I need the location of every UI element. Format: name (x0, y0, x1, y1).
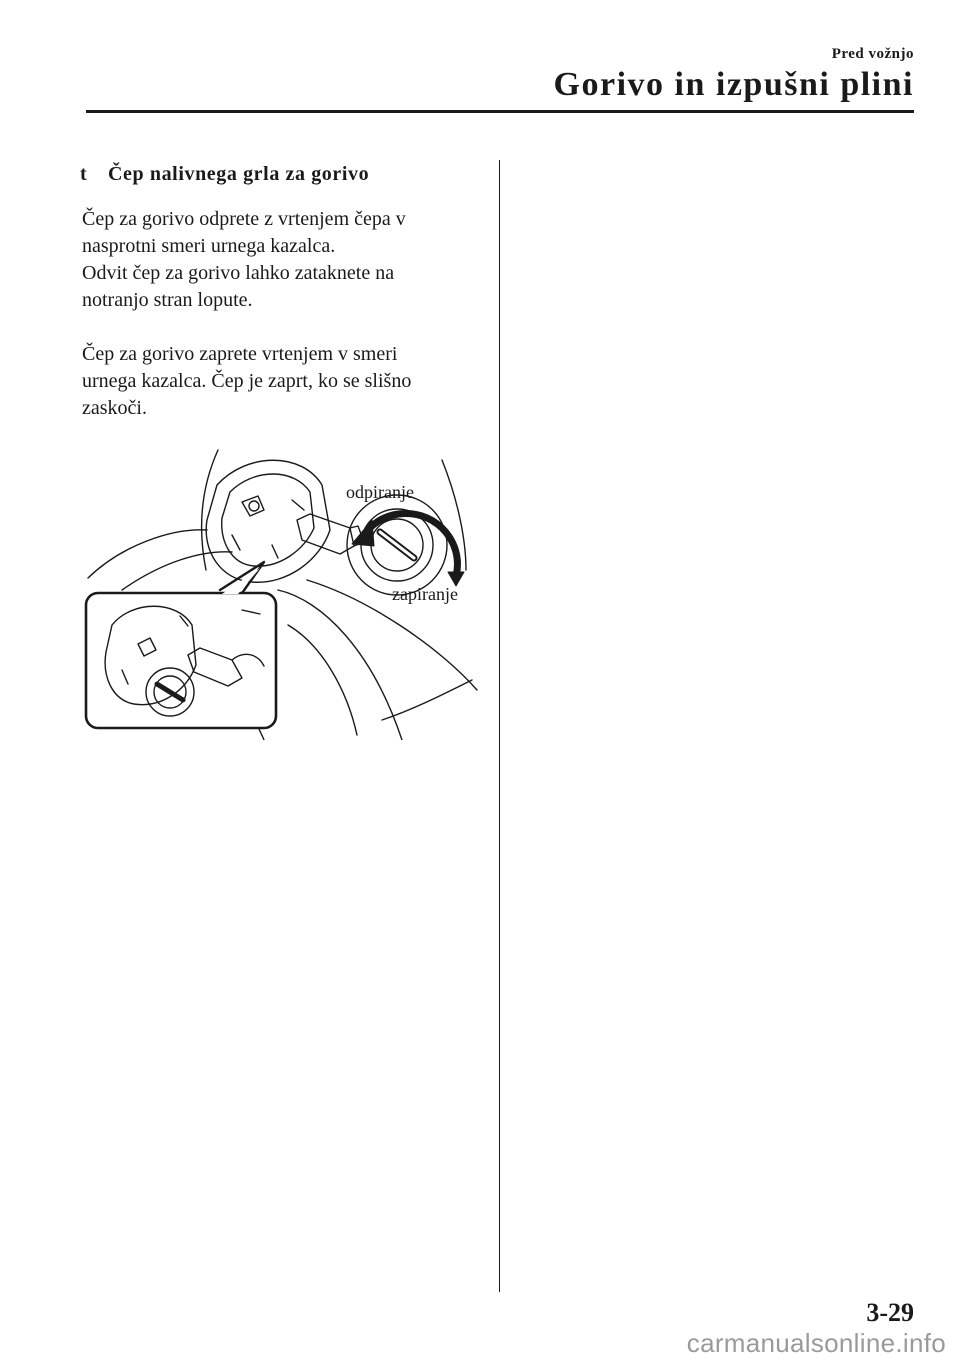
body-panel-line (382, 680, 472, 720)
body-panel-line (278, 590, 402, 740)
label-open: odpiranje (346, 482, 414, 502)
chapter-title: Gorivo in izpušni plini (553, 66, 914, 103)
running-head: Pred vožnjo (831, 46, 914, 62)
paragraph-line: Čep za gorivo odprete z vrtenjem čepa v (82, 208, 406, 230)
header-rule (86, 110, 914, 113)
rotation-arrow-head-open-icon (352, 520, 374, 546)
section-heading (80, 163, 369, 186)
page-number: 3-29 (866, 1298, 914, 1327)
paragraph-line: notranjo stran lopute. (82, 289, 253, 311)
fuel-door (206, 460, 330, 582)
paragraph-line: nasprotni smeri urnega kazalca. (82, 235, 336, 257)
body-panel-line (122, 552, 232, 590)
label-close: zapiranje (392, 584, 458, 604)
paragraph-open (82, 206, 482, 314)
section-bullet: t (80, 163, 88, 185)
fuel-cap-illustration (82, 440, 482, 740)
door-detail (232, 500, 304, 558)
paragraph-line: Odvit čep za gorivo lahko zataknete na (82, 262, 395, 284)
body-panel-line (288, 625, 357, 735)
fuel-cap-grip (380, 532, 414, 558)
hinge-arm (297, 514, 354, 554)
column-divider (499, 160, 500, 1292)
inset-pointer-fill (222, 568, 260, 594)
paragraph-line: Čep za gorivo zaprete vrtenjem v smeri (82, 343, 398, 365)
section-heading-text: Čep nalivnega grla za gorivo (108, 163, 370, 185)
paragraph-close (82, 341, 482, 422)
paragraph-line: zaskoči. (82, 397, 147, 419)
paragraph-line: urnega kazalca. Čep je zaprt, ko se slišno (82, 370, 412, 392)
body-panel-line (88, 530, 207, 578)
door-latch-icon (249, 501, 259, 511)
door-latch-icon (242, 496, 264, 516)
watermark: carmanualsonline.info (686, 1328, 946, 1358)
fuel-door-inner (222, 474, 314, 566)
